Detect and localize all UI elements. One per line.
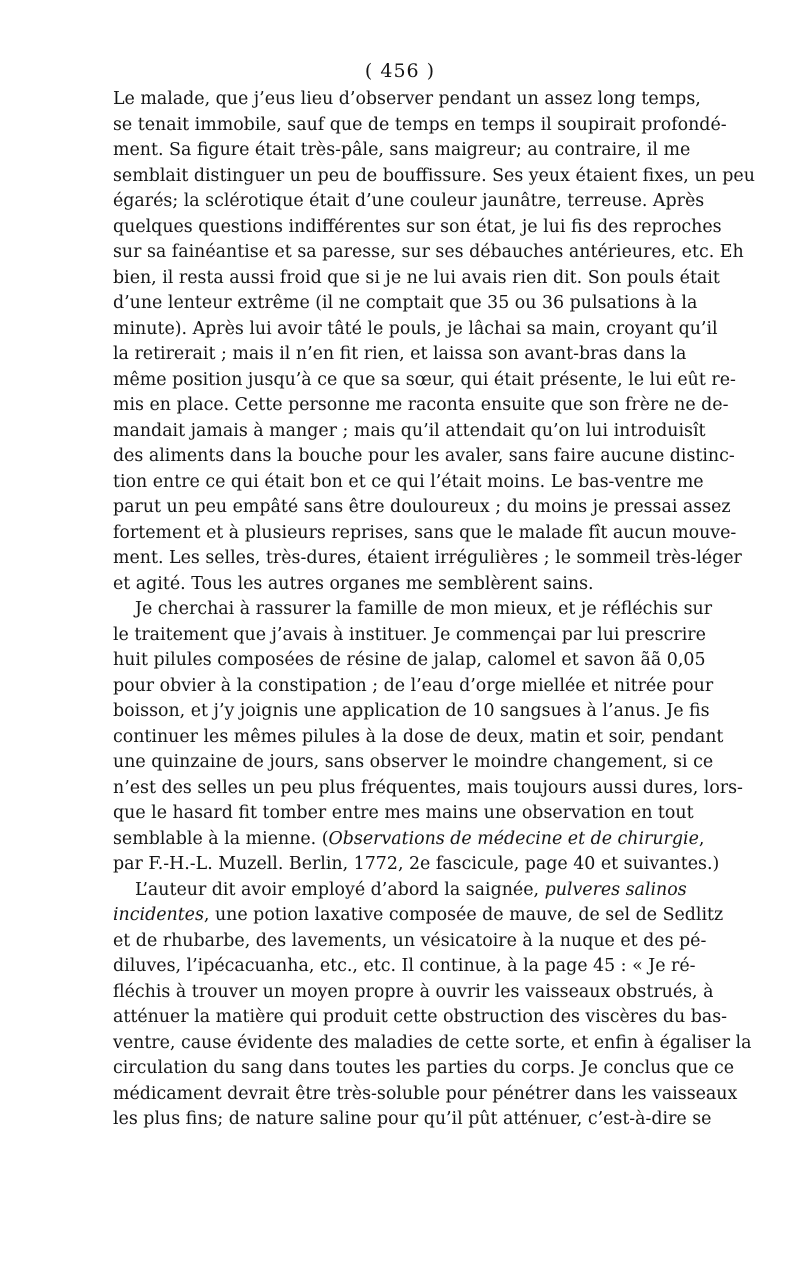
text-segment: continuer les mêmes pilules à la dose de deux, matin et soir, pendant [113,726,724,747]
text-line [113,317,718,343]
text-line [113,1005,727,1031]
text-line [113,164,755,190]
italic-text: incidentes [113,905,204,925]
text-segment: une quinzaine de jours, sans observer le moindre changement, si ce [113,752,714,772]
text-segment: Le malade, que j’eus lieu d’observer pendant un assez long temps, [113,89,701,109]
text-line [113,393,729,419]
text-segment: mandait jamais à manger ; mais qu’il attendait qu’on lui introduisît [113,420,706,441]
text-line [113,1107,712,1133]
text-segment: des aliments dans la bouche pour les avaler, sans faire aucune distinc- [113,446,735,466]
text-segment: pour obvier à la constipation ; de l’eau d’orge miellée et nitrée pour [113,675,714,696]
text-line [113,1056,735,1082]
text-segment: et agité. Tous les autres organes me semblèrent sains. [113,573,594,594]
text-line [113,470,704,496]
text-line [113,1082,738,1108]
text-line [113,903,724,929]
text-segment: circulation du sang dans toutes les parties du corps. Je conclus que ce [113,1058,735,1078]
text-segment: quelques questions indifférentes sur son état, je lui fis des reproches [113,216,722,237]
body-text [113,87,755,1133]
text-line [113,597,713,623]
text-line [113,266,720,292]
text-line [113,368,736,394]
text-segment: ventre, cause évidente des maladies de cette sorte, et enfin à égaliser la [113,1032,752,1053]
text-segment: L’auteur dit avoir employé d’abord la saignée, [135,879,545,900]
text-segment: d’une lenteur extrême (il ne comptait que 35 ou 36 pulsations à la [113,293,698,313]
text-segment: semblait distinguer un peu de bouffissure. Ses yeux étaient fixes, un peu [113,165,755,186]
text-line [113,1031,752,1057]
text-segment: la retirerait ; mais il n’en fit rien, et laissa son avant-bras dans la [113,344,687,364]
text-segment: boisson, et j’y joignis une application de 10 sangsues à l’anus. Je fis [113,701,710,721]
text-line [113,878,686,904]
text-line [113,929,707,955]
text-segment: semblable à la mienne. ( [113,828,329,849]
text-line [113,674,714,700]
text-segment: n’est des selles un peu plus fréquentes, mais toujours aussi dures, lors- [113,777,743,798]
text-line [113,444,735,470]
text-line [113,240,744,266]
text-line [113,852,720,878]
text-line [113,980,714,1006]
text-line [113,291,698,317]
text-segment: que le hasard fit tomber entre mes mains une observation en tout [113,803,694,823]
text-segment: , [698,828,705,849]
text-segment: diluves, l’ipécacuanha, etc., etc. Il continue, à la page 45 : « Je ré- [113,956,696,976]
text-segment: mis en place. Cette personne me raconta ensuite que son frère ne de- [113,395,729,415]
text-line [113,750,714,776]
text-line [113,495,731,521]
text-segment: , une potion laxative composée de mauve, de sel de Sedlitz [203,905,724,925]
text-line [113,827,705,853]
text-segment: le traitement que j’avais à instituer. Je commençai par lui prescrire [113,624,706,645]
text-line [113,572,686,598]
text-line [113,521,737,547]
text-segment: ment. Les selles, très-dures, étaient irrégulières ; le sommeil très-léger [113,548,742,568]
text-segment: fortement et à plusieurs reprises, sans que le malade fît aucun mouve- [113,522,737,543]
text-segment: et de rhubarbe, des lavements, un vésicatoire à la nuque et des pé- [113,930,707,951]
text-segment: bien, il resta aussi froid que si je ne lui avais rien dit. Son pouls était [113,267,720,288]
text-segment: ment. Sa figure était très-pâle, sans maigreur; au contraire, il me [113,140,691,160]
text-segment: minute). Après lui avoir tâté le pouls, je lâchai sa main, croyant qu’il [113,318,718,339]
text-segment: par F.-H.-L. Muzell. Berlin, 1772, 2e fascicule, page 40 et suivantes.) [113,854,720,874]
text-line [113,776,743,802]
text-segment: fléchis à trouver un moyen propre à ouvrir les vaisseaux obstrués, à [113,981,714,1002]
text-line [113,623,706,649]
text-segment: parut un peu empâté sans être douloureux ; du moins je pressai assez [113,497,731,517]
text-line [113,725,724,751]
page-number: ( 456 ) [364,60,436,82]
text-segment: atténuer la matière qui produit cette obstruction des viscères du bas- [113,1007,727,1027]
text-segment: Je cherchai à rassurer la famille de mon mieux, et je réfléchis sur [135,599,713,619]
text-segment: tion entre ce qui était bon et ce qui l’était moins. Le bas-ventre me [113,471,704,492]
text-line [113,87,701,113]
text-segment: égarés; la sclérotique était d’une couleur jaunâtre, terreuse. Après [113,191,705,211]
text-line [113,546,742,572]
italic-text: Observations de médecine et de chirurgie [328,828,699,849]
text-segment: huit pilules composées de résine de jalap, calomel et savon ãã 0,05 [113,650,706,670]
italic-text: pulveres salinos [544,879,687,900]
text-segment: se tenait immobile, sauf que de temps en temps il soupirait profondé- [113,114,727,135]
text-segment: médicament devrait être très-soluble pour pénétrer dans les vaisseaux [113,1083,738,1104]
text-line [113,138,691,164]
text-segment: même position jusqu’à ce que sa sœur, qui était présente, le lui eût re- [113,369,736,390]
text-line [113,954,696,980]
text-line [113,419,706,445]
text-segment: sur sa fainéantise et sa paresse, sur ses débauches antérieures, etc. Eh [113,242,744,262]
text-line [113,342,686,368]
text-line [113,113,727,139]
text-line [113,189,705,215]
text-line [113,801,694,827]
text-line [113,648,706,674]
text-line [113,699,710,725]
text-segment: les plus fins; de nature saline pour qu’il pût atténuer, c’est-à-dire se [113,1109,712,1129]
text-line [113,215,722,241]
